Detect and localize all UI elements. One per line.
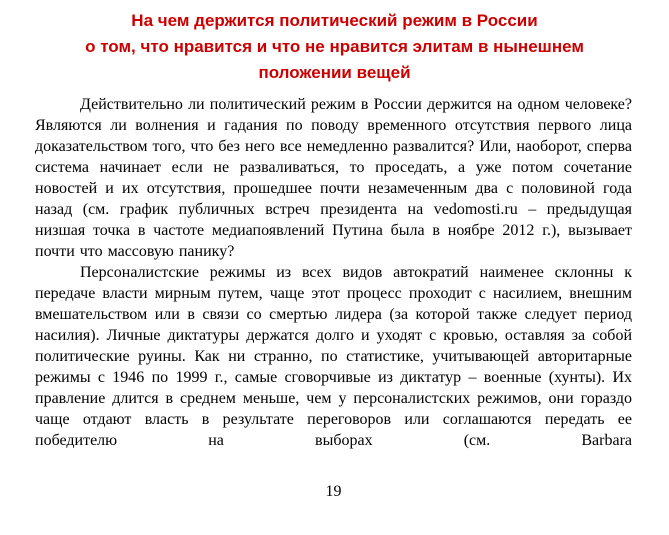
title-line-2: о том, что нравится и что не нравится элитам в нынешнем [85, 37, 584, 56]
page-number: 19 [325, 483, 342, 500]
paragraph-2: Персоналистские режимы из всех видов автократий наименее склонны к передаче власти мирным путем, чаще этот процесс проходит с насилием, внешним вмешательством или в связи со смертью лидера (за которой также следует период насилия). Личные диктатуры держатся долго и уходят с кровью, оставляя за собой политические руины. Как ни странно, по статистике, учитывающей авторитарные режимы с 1946 по 1999 г., самые сговорчивые из диктатур – военные (хунты). Их правление длится в среднем меньше, чем у персоналистских режимов, они гораздо чаще отдают власть в результате переговоров или соглашаются передать ее победителю на выборах (см. Barbara [35, 264, 632, 449]
page-footer [35, 481, 632, 502]
paragraph-1: Действительно ли политический режим в России держится на одном человеке? Являются ли волнения и гадания по поводу временного отсутствия первого лица доказательством того, что без него все немедленно развалится? Или, наоборот, сперва система начинает если не разваливаться, то проседать, а уже потом сочетание новостей и их отсутствия, прошедшее почти незамеченным два с половиной года назад (см. график публичных встреч президента на vedomosti.ru – предыдущая низшая точка в частоте медиапоявлений Путина была в ноябре 2012 г.), вызывает почти что массовую панику? [35, 96, 632, 260]
document-body [35, 94, 632, 451]
title-line-3: положении вещей [258, 63, 411, 82]
title-line-1: На чем держится политический режим в России [131, 11, 538, 30]
document-title [20, 8, 649, 86]
